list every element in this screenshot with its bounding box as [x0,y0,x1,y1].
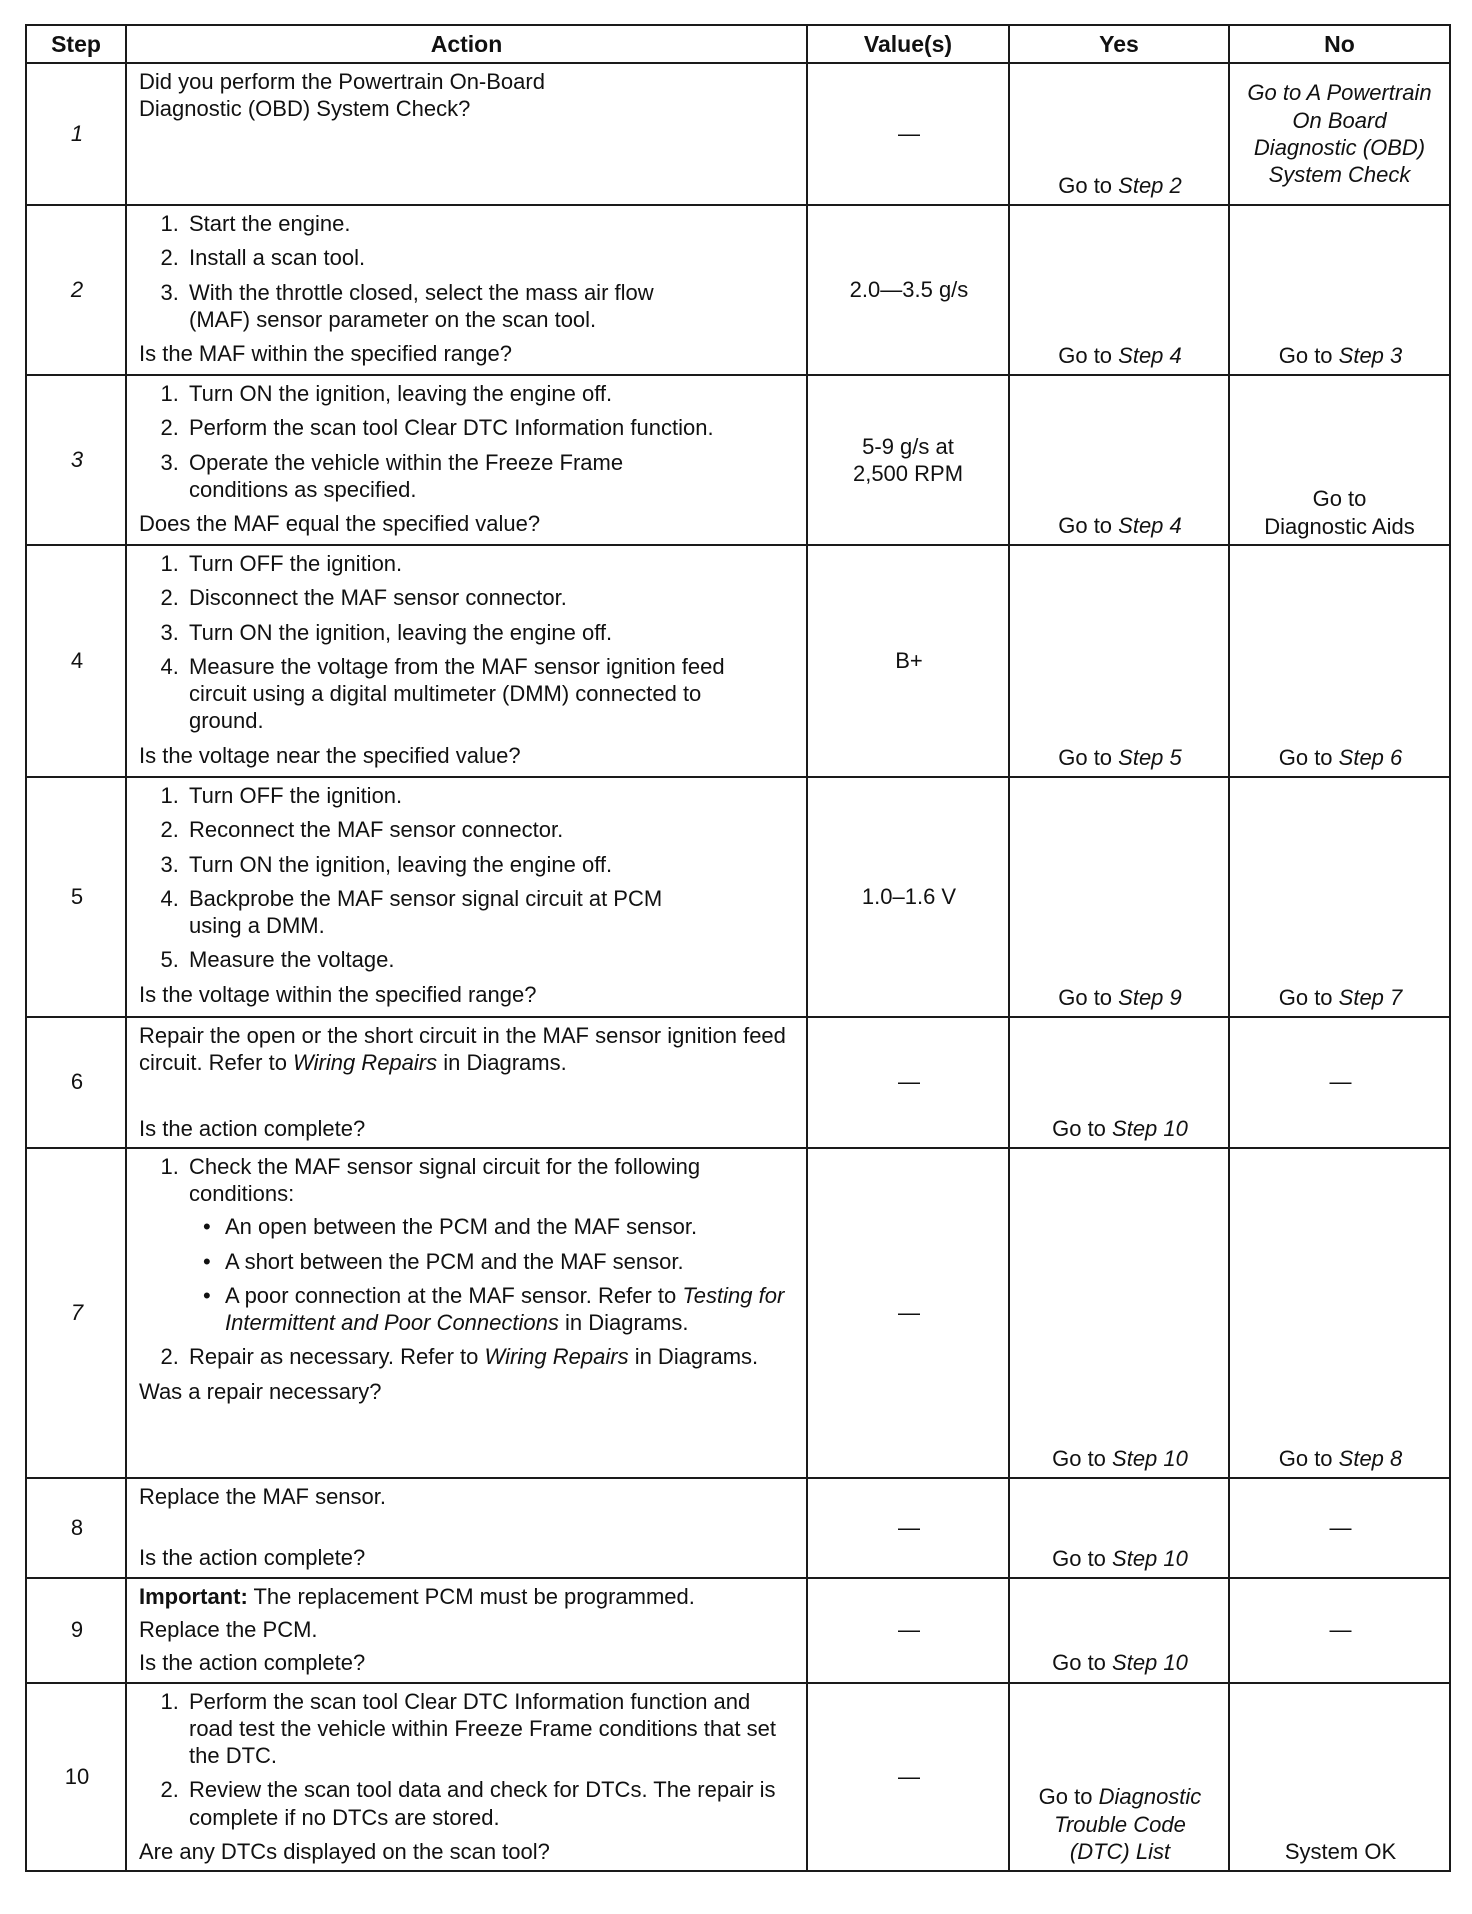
no-cell: — [1229,1578,1450,1683]
yes-cell [1009,63,1229,205]
action-cell [126,545,807,777]
action-step [185,1153,796,1337]
yes-cell [1009,205,1229,375]
action-step: 2. Disconnect the MAF sensor connector. [185,584,796,611]
action-step: 4. Backprobe the MAF sensor signal circuit at PCM using a DMM. [185,885,796,940]
action-step: 1. Turn OFF the ignition. [185,782,796,809]
important-label: Important: [139,1583,248,1609]
yes-step-ref: Step 5 [1118,744,1182,770]
action-cell [126,777,807,1017]
yes-prefix: Go to [1052,1650,1113,1676]
no-step-ref: Step 8 [1338,1445,1403,1471]
action-intro [139,1022,796,1077]
yes-cell [1009,1578,1229,1683]
yes-prefix: Go to [1058,172,1119,198]
action-cell [126,1017,807,1148]
table-row [26,777,1450,1017]
action-steps [139,380,796,503]
action-steps [139,1688,796,1831]
no-cell [1229,777,1450,1017]
action-question: Is the action complete? [139,1650,366,1676]
important-note [139,1583,796,1610]
no-cell: Go to A Powertrain On Board Diagnostic (OBD) System Check [1229,63,1450,205]
table-row [26,1148,1450,1478]
header-action: Action [126,25,807,63]
action-steps [139,782,796,974]
action-intro: Replace the MAF sensor. [139,1483,387,1509]
step-number: 1 [26,63,126,205]
action-cell [126,63,807,205]
action-question: Was a repair necessary? [139,1378,382,1404]
table-row [26,1017,1450,1148]
yes-step-ref: Step 10 [1112,1650,1188,1676]
no-cell: System OK [1229,1683,1450,1872]
condition-item: • A short between the PCM and the MAF sensor. [225,1248,796,1275]
yes-prefix: Go to [1058,984,1119,1010]
value-cell: — [807,1683,1009,1872]
header-values: Value(s) [807,25,1009,63]
yes-step-ref: Step 9 [1118,984,1182,1010]
no-cell [1229,545,1450,777]
yes-prefix: Go to [1058,512,1119,538]
value-cell: — [807,1148,1009,1478]
no-prefix: Go to [1278,984,1339,1010]
header-yes: Yes [1009,25,1229,63]
action-step [185,1343,796,1370]
table-row [26,1683,1450,1872]
yes-cell [1009,375,1229,545]
yes-step-ref: Step 2 [1118,172,1182,198]
action-cell [126,205,807,375]
value-cell: — [807,1478,1009,1578]
yes-step-ref: Step 10 [1112,1115,1188,1141]
no-step-ref: Step 7 [1338,984,1403,1010]
yes-step-ref: Step 4 [1118,512,1182,538]
value-cell: 2.0—3.5 g/s [807,205,1009,375]
no-cell: — [1229,1478,1450,1578]
action-step: 3. Operate the vehicle within the Freeze Frame conditions as specified. [185,449,796,504]
action-question: Does the MAF equal the specified value? [139,511,541,537]
condition-ref: Testing for Intermittent and Poor Connections [225,1282,785,1336]
yes-cell [1009,1017,1229,1148]
no-prefix: Go to [1278,1445,1339,1471]
action-step: 1. Turn OFF the ignition. [185,550,796,577]
action-steps [139,210,796,333]
action-cell [126,1148,807,1478]
step-number: 3 [26,375,126,545]
step-number: 8 [26,1478,126,1578]
no-prefix: Go to [1278,342,1339,368]
table-row [26,63,1450,205]
step-number: 5 [26,777,126,1017]
value-cell: — [807,1578,1009,1683]
value-cell: 1.0–1.6 V [807,777,1009,1017]
step-number: 10 [26,1683,126,1872]
no-step-ref: Step 3 [1338,342,1403,368]
condition-item: • An open between the PCM and the MAF sensor. [225,1213,796,1240]
condition-list [189,1213,796,1336]
step-number: 9 [26,1578,126,1683]
table-header-row [26,25,1450,63]
action-question: Is the voltage within the specified range? [139,981,537,1007]
yes-step-ref: Step 10 [1112,1545,1188,1571]
action-steps [139,550,796,735]
step-number: 2 [26,205,126,375]
diagnostic-table [25,24,1451,1872]
intro-ref: Wiring Repairs [293,1050,438,1076]
action-cell [126,1683,807,1872]
action-step: 1. Turn ON the ignition, leaving the engine off. [185,380,796,407]
step-number: 7 [26,1148,126,1478]
action-steps [139,1153,796,1371]
no-cell: Go to Diagnostic Aids [1229,375,1450,545]
yes-cell [1009,1148,1229,1478]
no-cell: — [1229,1017,1450,1148]
action-step-text: Repair as necessary. Refer to [189,1344,485,1370]
important-text: The replacement PCM must be programmed. [247,1583,695,1609]
condition-text-end: in Diagrams. [558,1310,689,1336]
action-question: Is the action complete? [139,1545,366,1571]
condition-item [225,1282,796,1337]
action-step: 3. With the throttle closed, select the mass air flow (MAF) sensor parameter on the scan tool. [185,279,796,334]
action-step: 1. Start the engine. [185,210,796,237]
yes-cell [1009,545,1229,777]
value-cell: 5-9 g/s at 2,500 RPM [807,375,1009,545]
no-step-ref: Step 6 [1338,744,1403,770]
value-cell: B+ [807,545,1009,777]
yes-cell [1009,777,1229,1017]
header-no: No [1229,25,1450,63]
yes-prefix: Go to [1058,342,1119,368]
yes-cell [1009,1478,1229,1578]
value-cell: — [807,1017,1009,1148]
yes-step-ref: Step 10 [1112,1445,1188,1471]
step-number: 6 [26,1017,126,1148]
yes-step-ref: Diagnostic Trouble Code (DTC) List [1054,1784,1202,1864]
action-question: Are any DTCs displayed on the scan tool? [139,1838,550,1864]
action-step: 2. Perform the scan tool Clear DTC Information function. [185,414,796,441]
no-cell [1229,1148,1450,1478]
action-step: 1. Perform the scan tool Clear DTC Information function and road test the vehicle within Freeze Frame conditions that set the DTC. [185,1688,796,1770]
table-row [26,1578,1450,1683]
action-step: 4. Measure the voltage from the MAF sensor ignition feed circuit using a digital multimeter (DMM) connected to ground. [185,653,796,735]
yes-prefix: Go to [1052,1115,1113,1141]
no-cell [1229,205,1450,375]
action-step: 3. Turn ON the ignition, leaving the engine off. [185,619,796,646]
value-cell: — [807,63,1009,205]
action-step: 2. Install a scan tool. [185,244,796,271]
action-cell [126,1578,807,1683]
action-cell [126,375,807,545]
intro-text-end: in Diagrams. [437,1050,567,1076]
yes-prefix: Go to [1052,1545,1113,1571]
action-question: Is the action complete? [139,1115,366,1141]
action-cell [126,1478,807,1578]
header-step: Step [26,25,126,63]
action-question: Is the MAF within the specified range? [139,341,512,367]
condition-text: A poor connection at the MAF sensor. Refer to [225,1282,683,1308]
table-row [26,375,1450,545]
table-row [26,545,1450,777]
action-step-ref: Wiring Repairs [484,1344,629,1370]
yes-prefix: Go to [1058,744,1119,770]
action-step: 2. Review the scan tool data and check for DTCs. The repair is complete if no DTCs are stored. [185,1776,796,1831]
table-row [26,1478,1450,1578]
action-step-text-end: in Diagrams. [628,1344,759,1370]
yes-prefix: Go to [1038,1784,1099,1810]
intro-text: Repair the open or the short circuit in the MAF sensor ignition feed circuit. Refer to [139,1023,786,1076]
yes-cell [1009,1683,1229,1872]
action-step: 2. Reconnect the MAF sensor connector. [185,816,796,843]
step-number: 4 [26,545,126,777]
table-row [26,205,1450,375]
action-intro: Replace the PCM. [139,1617,318,1643]
action-question: Is the voltage near the specified value? [139,742,521,768]
action-step: 3. Turn ON the ignition, leaving the engine off. [185,851,796,878]
action-step: 5. Measure the voltage. [185,946,796,973]
yes-step-ref: Step 4 [1118,342,1182,368]
action-step-text: Check the MAF sensor signal circuit for the following conditions: [189,1153,701,1207]
yes-prefix: Go to [1052,1445,1113,1471]
no-prefix: Go to [1278,744,1339,770]
action-intro: Did you perform the Powertrain On-Board Diagnostic (OBD) System Check? [139,69,545,122]
